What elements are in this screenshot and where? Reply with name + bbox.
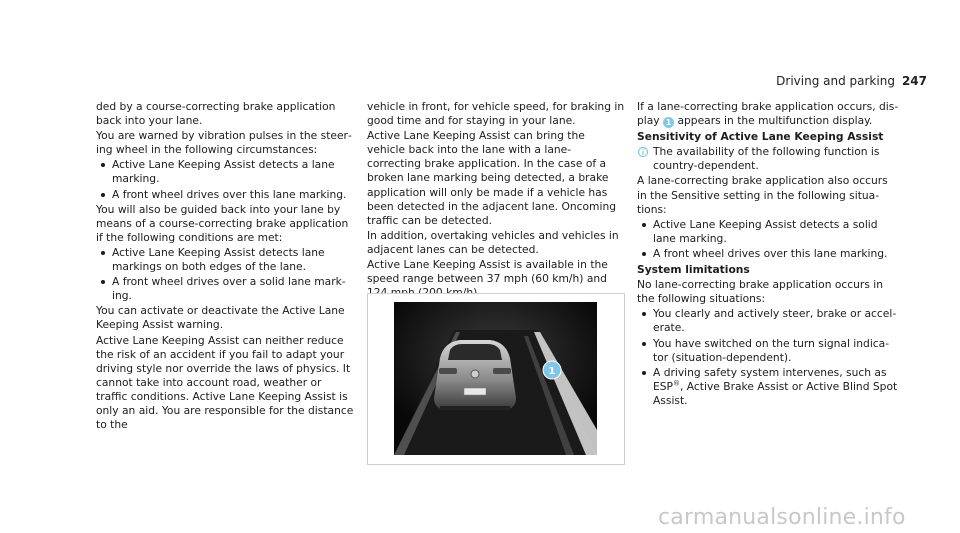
paragraph: vehicle in front, for vehicle speed, for braking in good time and for staying in your lane. (367, 100, 625, 128)
paragraph: No lane-correcting brake application occurs in the following situations: (637, 278, 884, 306)
column-3 (637, 100, 899, 409)
list-item: A front wheel drives over this lane marking. (637, 247, 899, 261)
section-title: Driving and parking (776, 74, 895, 88)
paragraph: If a lane-correcting brake application occurs, display 1 appears in the multifunction display. (637, 100, 899, 128)
list-item: A driving safety system intervenes, such as ESP®, Active Brake Assist or Active Blind Spot Assist. (637, 366, 899, 408)
list-item: Active Lane Keeping Assist detects a solid lane marking. (637, 218, 899, 246)
list-item: A front wheel drives over this lane marking. (96, 188, 354, 202)
paragraph: Active Lane Keeping Assist can neither reduce the risk of an accident if you fail to adapt your driving style nor override the laws of physics. It cannot take into account road, weather or traffic conditions. Active Lane Keeping Assist is only an aid. You are responsible for the distance to the (96, 333, 354, 432)
paragraph: You will also be guided back into your lane by means of a course-correcting brake application if the following conditions are met: (96, 202, 349, 244)
bullet-list (96, 158, 354, 201)
subheading-sensitivity: Sensitivity of Active Lane Keeping Assist (637, 130, 884, 144)
info-note-icon (637, 146, 649, 158)
list-item: Active Lane Keeping Assist detects lane markings on both edges of the lane. (96, 246, 354, 274)
display-1-icon: 1 (663, 117, 674, 128)
list-item: You clearly and actively steer, brake or accelerate. (637, 307, 899, 335)
paragraph: You are warned by vibration pulses in the steering wheel in the following circumstances: (96, 129, 352, 157)
watermark: carmanualsonline.info (658, 505, 906, 530)
paragraph: You can activate or deactivate the Active Lane Keeping Assist warning. (96, 304, 345, 332)
paragraph: Active Lane Keeping Assist is available in the speed range between 37 mph (60 km/h) and (367, 258, 608, 286)
callout-1-label: 1 (548, 366, 556, 377)
bullet-list (637, 307, 899, 408)
subheading-limitations: System limitations (637, 263, 750, 277)
column-2 (367, 100, 625, 301)
list-item: A front wheel drives over a solid lane marking. (96, 275, 354, 303)
column-1 (96, 100, 354, 433)
display-illustration (394, 302, 597, 455)
paragraph: In addition, overtaking vehicles and vehicles in adjacent lanes can be detected. (367, 228, 619, 256)
paragraph: ded by a course-correcting brake application back into your lane. (96, 100, 336, 128)
bullet-list (96, 246, 354, 303)
list-item: Active Lane Keeping Assist detects a lane marking. (96, 158, 354, 186)
list-item: You have switched on the turn signal indicator (situation-dependent). (637, 337, 899, 365)
note-text: The availability of the following function is country-dependent. (653, 145, 880, 173)
paragraph: A lane-correcting brake application also occurs in the Sensitive setting in the following situations: (637, 174, 888, 216)
car-rear-view (434, 340, 516, 410)
bullet-list (637, 218, 899, 261)
lane-assist-figure (367, 293, 625, 465)
note (637, 145, 899, 173)
paragraph: Active Lane Keeping Assist can bring the vehicle back into the lane with a lane-correcting brake application. In the case of a broken lane marking being detected, a brake application will only be made if a vehicle has been detected in the adjacent lane. Oncoming traffic can be detected. (367, 129, 616, 227)
page-header (732, 74, 927, 88)
page-number: 247 (901, 74, 927, 88)
